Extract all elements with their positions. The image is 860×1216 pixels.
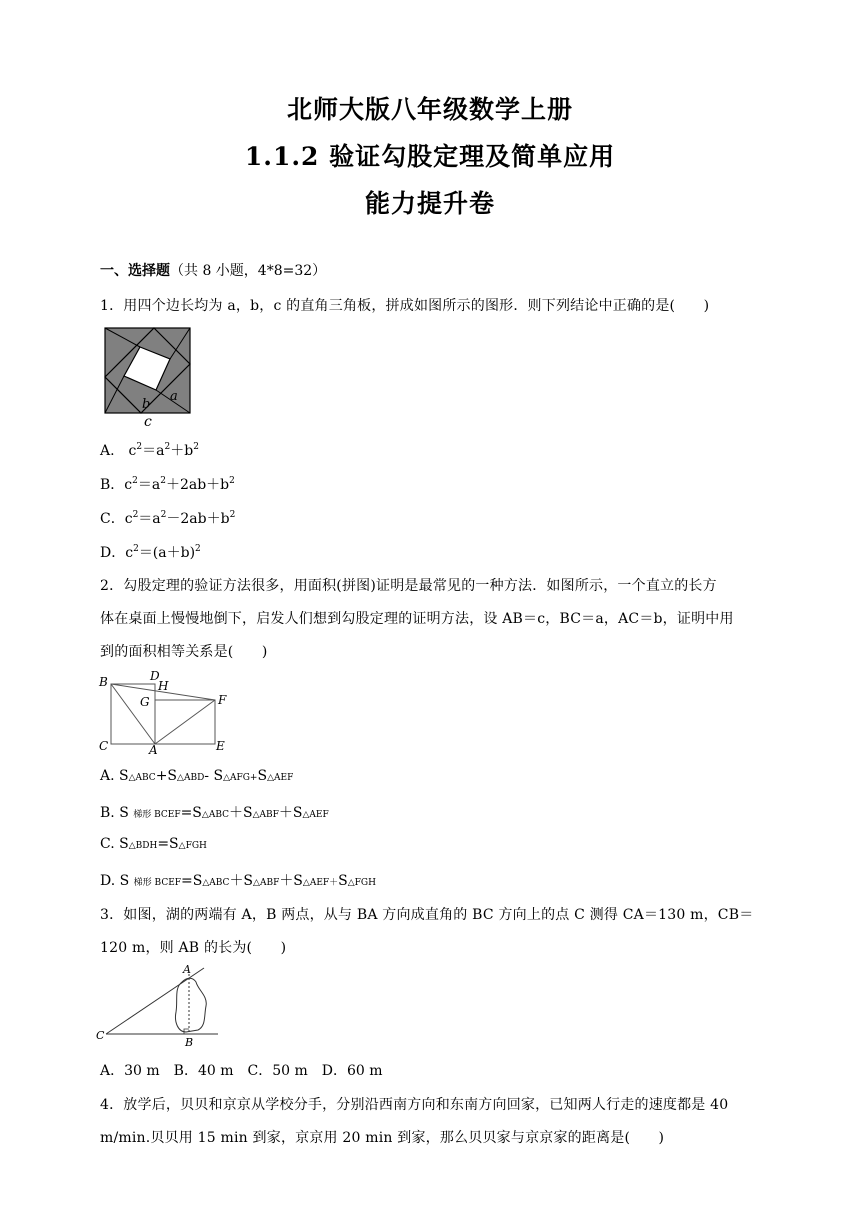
q1-b-exp: 2 [132,476,138,486]
q1-option-a [100,440,199,460]
q2-a-s4: △AEF [267,773,294,783]
q1-b-text2: ＝a [137,477,161,493]
q1-c-text: C．c [100,511,133,527]
q3-lake-outline [175,978,206,1032]
title-line2: 1.1.2 验证勾股定理及简单应用 [244,142,616,171]
section-title: 一、选择题 [100,263,170,279]
q2-stem-line3: 到的面积相等关系是( ) [100,644,268,660]
q2-d-s3: △ABF [253,878,280,888]
q2-c-t2: =S [157,836,179,852]
q2-c-t1: C. S [100,836,129,852]
q2-label-g: G [140,695,150,709]
q2-d-t1: D. S [100,873,134,889]
q2-label-f: F [218,693,227,707]
q1-figure [100,326,198,430]
q2-label-a: A [149,743,158,756]
q2-d-s4: △AEF＋ [302,878,339,888]
q2-option-c [100,836,207,852]
q1-option-c [100,508,235,528]
section-heading [100,260,326,280]
q2-d-s5: △FGH [347,878,376,888]
q2-b-t2: =S [180,805,202,821]
q4-stem-line2: m/min.贝贝用 15 min 到家，京京用 20 min 到家，那么贝贝家与京京家的距离是( ) [100,1130,665,1146]
q4-stem-line1: 4．放学后，贝贝和京京从学校分手，分别沿西南方向和东南方向回家，已知两人行走的速度都是 40 [100,1097,729,1113]
q2-d-s1: 梯形 BCEF [133,878,182,888]
q1-c-text3: －2ab＋b [166,511,230,527]
title-line3: 能力提升卷 [364,189,495,218]
q3-stem-line2: 120 m，则 AB 的长为( ) [100,940,287,956]
q2-b-s4: △AEF [302,810,329,820]
q2-option-a [100,768,293,784]
q2-b-s1: 梯形 BCEF [133,810,181,820]
q3-figure [94,960,224,1048]
q2-a-t4: S [257,768,268,784]
q1-d-exp2: 2 [195,544,201,554]
q2-a-s2: △ABD [177,773,205,783]
q1-a-exp3: 2 [193,442,199,452]
q3-stem-line1: 3．如图，湖的两端有 A，B 两点，从与 BA 方向成直角的 BC 方向上的点 C 测得 CA＝130 m，CB＝ [100,907,754,923]
q1-label-a: a [170,389,178,404]
q1-label-c: c [144,414,152,430]
q2-line-af [155,700,215,744]
q1-c-exp3: 2 [229,510,236,520]
q2-d-t3: ＋S [229,873,254,889]
q2-c-s2: △FGH [178,841,207,851]
q1-b-exp2: 2 [160,476,166,486]
q1-a-text2: ＝a [142,443,165,459]
q2-option-b [100,802,329,822]
q2-figure [96,668,236,756]
q1-c-text2: ＝a [138,511,161,527]
q3-options: A．30 m B．40 m C．50 m D．60 m [100,1063,383,1079]
q2-d-t5: S [338,873,348,889]
q2-d-t4: ＋S [279,873,303,889]
q2-line-ba [111,684,155,744]
q2-label-d: D [150,669,160,683]
q2-a-t3: - S [204,768,224,784]
q2-stem-line2: 体在桌面上慢慢地倒下，启发人们想到勾股定理的证明方法，设 AB＝c，BC＝a，AC＝b，证明中用 [100,611,734,627]
q2-option-d [100,870,376,890]
q1-stem: 1．用四个边长均为 a，b，c 的直角三角板，拼成如图所示的图形．则下列结论中正确的是( ) [100,298,710,314]
section-note: （共 8 小题，4*8=32） [170,263,327,279]
title-line1: 北师大版八年级数学上册 [286,95,573,124]
q1-label-b: b [142,397,151,412]
q1-b-text3: ＋2ab＋b [165,477,230,493]
q2-d-s2: △ABC [202,878,230,888]
q1-a-text: A. c [100,443,137,459]
q1-d-exp: 2 [133,544,139,554]
q3-label-a: A [183,963,191,976]
q1-d-text2: ＝(a＋b) [138,545,196,561]
q2-label-e: E [216,739,225,753]
q2-b-s2: △ABC [201,810,229,820]
q2-b-s3: △ABF [252,810,279,820]
q3-label-c: C [96,1029,105,1042]
q2-a-s3: △AFG+ [223,773,258,783]
q1-option-b [100,474,235,494]
q1-b-text: B．c [100,477,133,493]
q1-a-text3: ＋b [170,443,194,459]
q2-label-c: C [99,739,109,753]
q1-b-exp3: 2 [229,476,235,486]
q1-d-text: D．c [100,545,134,561]
q2-c-s1: △BDH [128,841,158,851]
q3-label-b: B [185,1036,194,1048]
q2-d-t2: =S [181,873,203,889]
q2-label-b: B [99,675,108,689]
q2-b-t1: B. S [100,805,134,821]
q2-stem-line1: 2．勾股定理的验证方法很多，用面积(拼图)证明是最常见的一种方法．如图所示，一个直立的长方 [100,578,717,594]
q1-a-exp: 2 [136,442,143,452]
q2-a-t2: +S [155,768,178,784]
q2-b-t3: ＋S [229,805,253,821]
q2-label-h: H [158,679,169,693]
q2-a-s1: △ABC [128,773,156,783]
q1-c-exp2: 2 [160,510,167,520]
q2-b-t4: ＋S [278,805,303,821]
q1-c-exp: 2 [132,510,139,520]
q1-a-exp2: 2 [164,442,171,452]
q2-a-t1: A. S [100,768,129,784]
q1-option-d [100,542,201,562]
